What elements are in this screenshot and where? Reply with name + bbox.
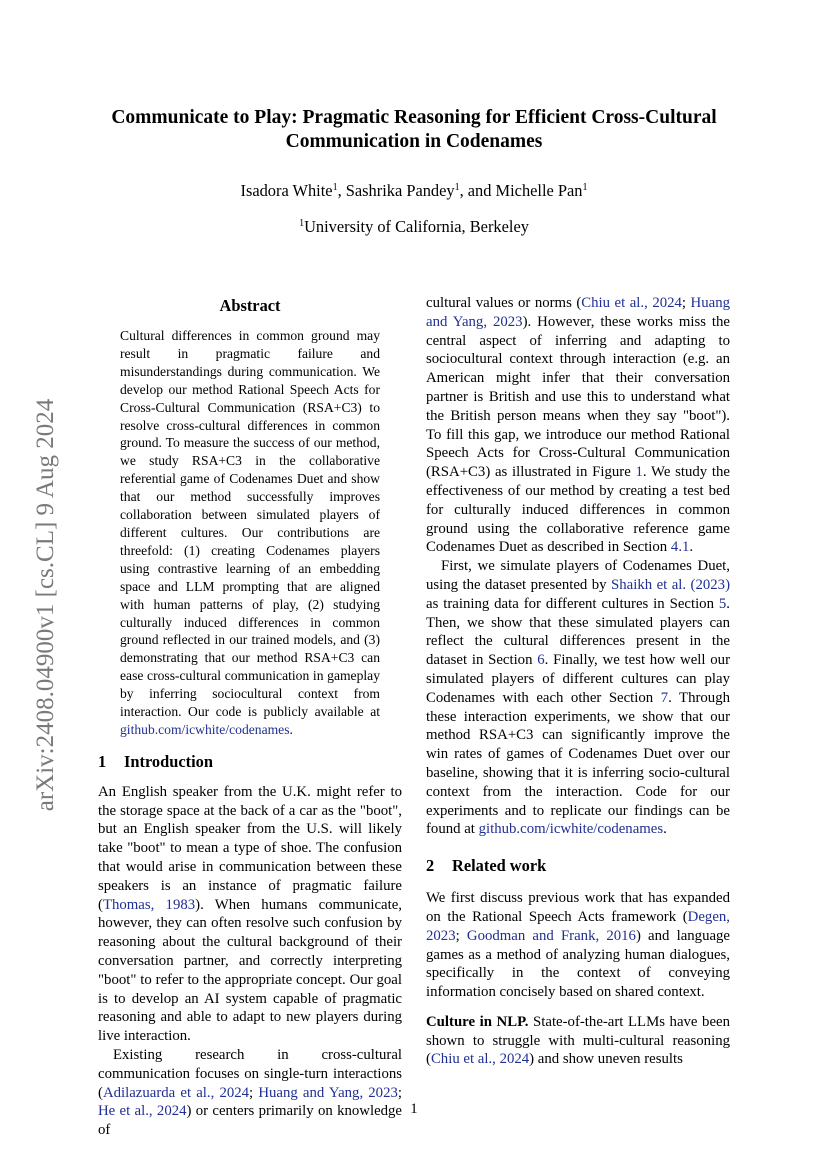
text: ;: [455, 927, 467, 944]
title-line-1: Communicate to Play: Pragmatic Reasoning for Efficient Cross-Cultural: [111, 107, 717, 128]
paper-title: [80, 106, 748, 154]
text: ) and show uneven results: [529, 1051, 683, 1068]
code-link[interactable]: github.com/icwhite/codenames: [120, 721, 290, 737]
related-paragraph-2: [426, 1013, 730, 1069]
text: .: [663, 821, 667, 838]
arxiv-identifier: [32, 367, 59, 842]
author-separator: ,: [337, 181, 346, 200]
text: . Then, we show that these simulated players can reflect the cultural differences present in the dataset in Section: [426, 595, 730, 669]
left-column: [98, 294, 402, 1140]
affiliation-name: University of California, Berkeley: [304, 217, 529, 236]
section-ref-link[interactable]: 5: [718, 595, 727, 612]
text: .: [689, 539, 694, 556]
text: . Through these interaction experiments, we show that our method RSA+C3 can significantly improve the win rates of games of Codenames Duet over our baseline, showing that it is inferring socio-cultural context from the interaction. Code for our experiments and to replicate our findings can be found at: [426, 689, 730, 838]
title-line-2: Communication in Codenames: [285, 131, 543, 152]
intro-paragraph-3: [426, 294, 730, 557]
section-heading-introduction: [98, 751, 402, 773]
abstract-body: [120, 327, 380, 739]
section-number: 2: [426, 856, 435, 876]
code-link[interactable]: github.com/icwhite/codenames: [478, 821, 664, 838]
author-separator: , and: [459, 181, 496, 200]
section-ref-link[interactable]: 7: [660, 689, 669, 706]
section-ref-link[interactable]: 4.1: [670, 539, 690, 556]
text: ;: [249, 1084, 259, 1101]
author-name: Sashrika Pandey: [345, 181, 455, 200]
text: Existing research in cross-cultural communication focuses on single-turn interactions (: [98, 1047, 402, 1101]
text: ). However, these works miss the central aspect of inferring and adapting to sociocultural context through interaction (e.g. an American might infer that their conversation partner is British and use this to understand what the British person means when they say "boot"). To fill this gap, we introduce our method Rational Speech Acts for Cross-Cultural Communication (RSA+C3) as illustrated in Figure: [426, 313, 731, 481]
text: We first discuss previous work that has expanded on the Rational Speech Acts framework (: [426, 890, 730, 925]
text: . We study the effectiveness of our method by creating a test bed for culturally induced differences in common ground using the collaborative reference game Codenames Duet as described in Section: [426, 464, 730, 556]
section-title: Introduction: [124, 751, 213, 771]
citation-link[interactable]: Huang and Yang, 2023: [258, 1084, 398, 1101]
text: ) or centers primarily on knowledge of: [98, 1103, 402, 1139]
section-heading-related-work: [426, 855, 730, 877]
text: ;: [397, 1084, 403, 1101]
text: ;: [681, 295, 691, 311]
paragraph-runin-heading: Culture in NLP.: [426, 1013, 529, 1030]
author-name: Michelle Pan: [495, 181, 583, 200]
affiliation: [80, 216, 748, 238]
author-affiliation-mark: 1: [454, 182, 460, 193]
text: as training data for different cultures in Section: [426, 595, 719, 612]
text: First, we simulate players of Codenames Duet, using the dataset presented by: [426, 558, 730, 593]
citation-link[interactable]: Chiu et al., 2024: [430, 1051, 530, 1068]
text: cultural values or norms (: [426, 295, 582, 311]
author-affiliation-mark: 1: [332, 182, 338, 193]
author-name: Isadora White: [240, 181, 333, 200]
citation-link[interactable]: Degen, 2023: [426, 908, 730, 944]
abstract-text: Cultural differences in common ground may result in pragmatic failure and misunderstandings during communication. We develop our method Rational Speech Acts for Cross-Cultural Communication (RSA+C3) to resolve cross-cultural differences in common ground. To measure the success of our method, we study RSA+C3 in the collaborative referential game of Codenames Duet and show that our method successfully improves collaboration between simulated players of different cultures. Our contributions are threefold: (1) creating Codenames players using contrastive learning of an embedding space and LLM prompting that are aligned with human patterns of play, (2) studying culturally induced differences in common ground reflected in our trained models, and (3) demonstrating that our method RSA+C3 can ease cross-cultural communication in gameplay by inferring sociocultural context from interaction. Our code is publicly available at: [120, 328, 380, 720]
text: State-of-the-art LLMs have been shown to struggle with multi-cultural reasoning (: [426, 1013, 730, 1068]
citation-link[interactable]: Huang and Yang, 2023: [426, 295, 730, 330]
citation-link[interactable]: Chiu et al., 2024: [581, 295, 682, 311]
author-affiliation-mark: 1: [582, 182, 588, 193]
abstract-heading: Abstract: [219, 296, 281, 315]
text: ). When humans communicate, however, they can often resolve such confusion by reasoning about the cultural background of their conversation partner, and correctly interpreting "boot" to refer to the appropriate concept. Our goal is to develop an AI system capable of pragmatic reasoning and able to adapt to new players during live interaction.: [98, 896, 402, 1045]
text: . Finally, we test how well our simulated players of different cultures can play Codenames with each other Section: [426, 652, 730, 706]
citation-link[interactable]: He et al., 2024: [98, 1103, 187, 1120]
related-paragraph-1: [426, 889, 730, 1002]
section-ref-link[interactable]: 6: [537, 652, 545, 669]
citation-link[interactable]: Goodman and Frank, 2016: [466, 927, 636, 944]
page-number: 1: [410, 1101, 418, 1117]
text: ) and language games as a method of analyzing human dialogues, specifically in the context of conveying information concisely based on shared context.: [426, 927, 730, 1001]
arxiv-identifier-text: arXiv:2408.04900v1 [cs.CL] 9 Aug 2024: [32, 398, 59, 811]
section-number: 1: [98, 751, 107, 771]
abstract-end: .: [289, 721, 293, 737]
intro-paragraph-2: [98, 1046, 402, 1140]
figure-ref-link[interactable]: 1: [635, 464, 643, 481]
section-title: Related work: [452, 856, 547, 876]
citation-link[interactable]: Shaikh et al. (2023): [611, 576, 730, 593]
right-column: [426, 294, 730, 1069]
intro-paragraph-1: [98, 783, 402, 1046]
citation-link[interactable]: Thomas, 1983: [102, 896, 196, 913]
intro-paragraph-4: [426, 557, 730, 839]
author-list: [80, 180, 748, 202]
citation-link[interactable]: Adilazuarda et al., 2024: [102, 1084, 250, 1101]
text: An English speaker from the U.K. might refer to the storage space at the back of a car as the "boot", but an English speaker from the U.S. will likely take "boot" to mean a type of shoe. The confusion that would arise in communication between these speakers is an instance of pragmatic failure (: [98, 783, 402, 913]
affiliation-mark: 1: [299, 218, 305, 229]
